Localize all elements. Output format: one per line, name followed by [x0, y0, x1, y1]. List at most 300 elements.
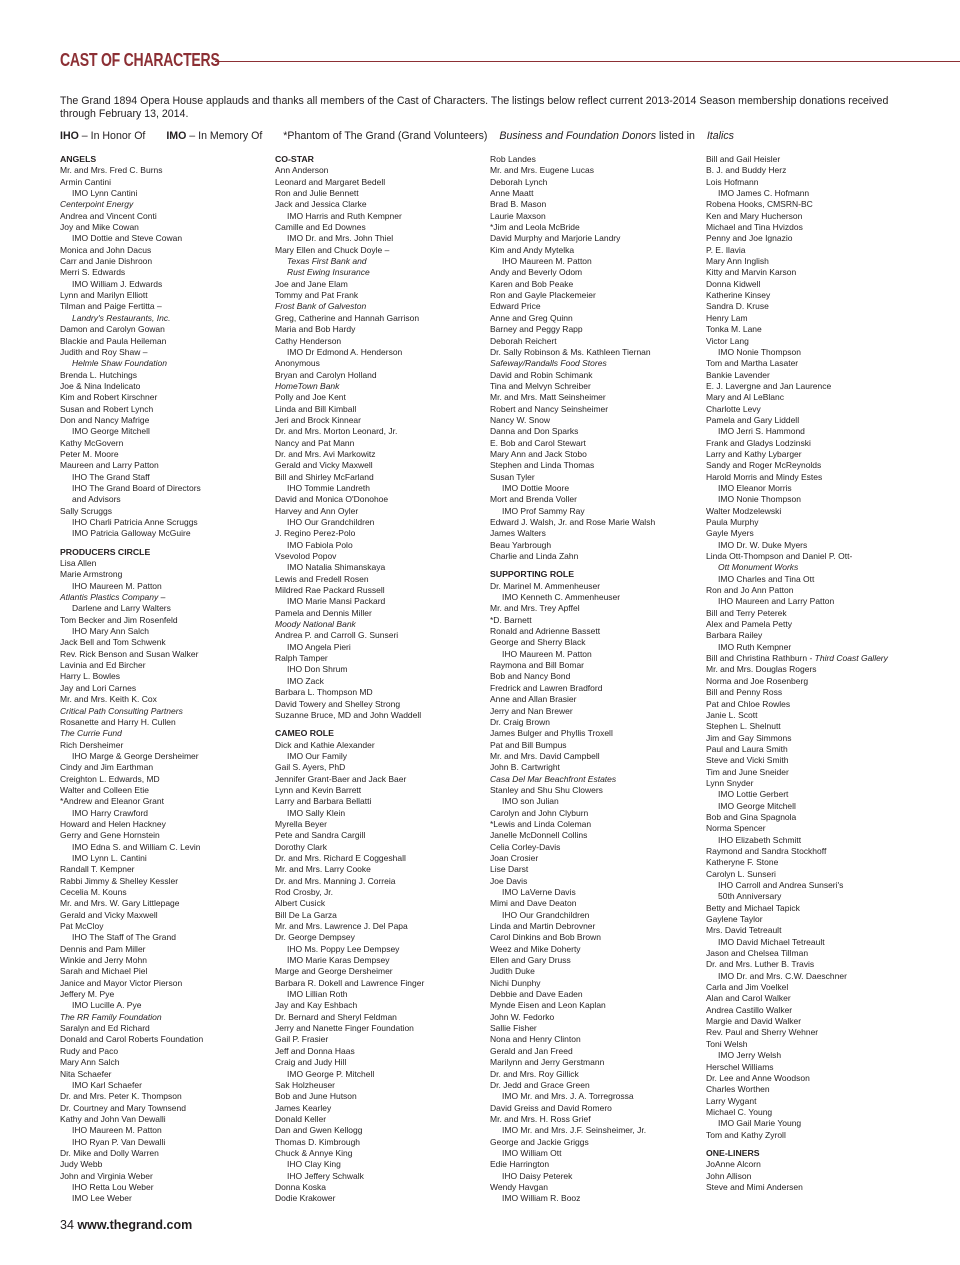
tribute-line: IMO Marie Mansi Packard [287, 596, 386, 607]
tribute-line: IHO Maureen M. Patton [72, 1125, 162, 1136]
donor-entry: Lynn and Marilyn Elliott [60, 290, 148, 301]
donor-entry: Merri S. Edwards [60, 267, 126, 278]
business-donor: Centerpoint Energy [60, 199, 134, 210]
donor-entry: Rabbi Jimmy & Shelley Kessler [60, 875, 179, 886]
section-gap [706, 1141, 921, 1148]
donor-column-1 [60, 154, 275, 1205]
donor-entry: Peter M. Moore [60, 448, 119, 459]
tribute-line: IMO James C. Hofmann [718, 188, 810, 199]
donor-entry: Gerald and Jan Freed [490, 1045, 573, 1056]
donor-entry: Mr. and Mrs. Eugene Lucas [490, 165, 594, 176]
donor-entry: Edward Price [490, 301, 541, 312]
donor-entry: Mynde Eisen and Leon Kaplan [490, 1000, 606, 1011]
tribute-line: IMO Lee Weber [72, 1193, 132, 1204]
donor-entry: Norma Spencer [706, 823, 766, 834]
donor-entry: Dr. and Mrs. Peter K. Thompson [60, 1091, 182, 1102]
donor-entry: George and Sherry Black [490, 637, 586, 648]
tribute-line: IMO LaVerne Davis [502, 887, 576, 897]
donor-entry: Jeri and Brock Kinnear [275, 414, 361, 425]
donor-entry: Walter and Colleen Etie [60, 784, 149, 795]
donor-entry: Anne and Greg Quinn [490, 312, 573, 323]
donor-entry: Bob and June Hutson [275, 1091, 357, 1102]
donor-entry: Dr. Craig Brown [490, 716, 550, 727]
tribute-line: IHO Ms. Poppy Lee Dempsey [287, 943, 400, 954]
donor-entry: Kathy and John Van Dewalli [60, 1113, 166, 1124]
donor-entry: Nita Schaefer [60, 1068, 112, 1079]
donor-entry: Steve and Mimi Andersen [706, 1181, 803, 1192]
donor-entry: Henry Lam [706, 312, 748, 323]
donor-entry: Ann Anderson [275, 165, 329, 176]
donor-entry: Harry L. Bowles [60, 671, 120, 682]
donor-entry: E. J. Lavergne and Jan Laurence [706, 380, 832, 391]
donor-entry: Tina and Melvyn Schreiber [490, 380, 591, 391]
donor-entry: Mr. and Mrs. W. Gary Littlepage [60, 898, 180, 909]
tribute-line: IMO Prof Sammy Ray [502, 505, 585, 516]
donor-entry: *Andrew and Eleanor Grant [60, 796, 164, 807]
donor-entry: Anonymous [275, 358, 320, 369]
donor-entry: Dodie Krakower [275, 1193, 336, 1204]
donor-entry: Monica and John Dacus [60, 244, 152, 255]
donor-entry: Rev. Rick Benson and Susan Walker [60, 648, 199, 659]
donor-entry: Dan and Gwen Kellogg [275, 1125, 363, 1136]
tribute-line: IMO Dr. W. Duke Myers [718, 539, 808, 550]
section-heading: CAMEO ROLE [275, 728, 334, 739]
donor-entry: Bob and Nancy Bond [490, 671, 571, 682]
donor-entry: Stephen L. Shelnutt [706, 721, 781, 732]
donor-entry: Charlie and Linda Zahn [490, 551, 579, 562]
tribute-line: IHO Our Grandchildren [287, 517, 375, 527]
donor-entry: Dr. and Mrs. Richard E Coggeshall [275, 852, 406, 863]
donor-entry: Brenda L. Hutchings [60, 369, 138, 380]
donor-entry: Pamela and Gary Liddell [706, 414, 800, 425]
donor-name: Bill and Christina Rathburn - [706, 653, 815, 664]
donor-entry: Marge and George Dersheimer [275, 966, 393, 977]
donor-entry: Jack Bell and Tom Schwenk [60, 637, 166, 648]
donor-entry: Marie Armstrong [60, 569, 123, 580]
donor-entry: Mary Ann Inglish [706, 256, 769, 267]
donor-entry: Lavinia and Ed Bircher [60, 660, 146, 671]
donor-entry: Michael C. Young [706, 1106, 773, 1117]
donor-entry: Albert Cusick [275, 898, 326, 909]
donor-entry: Laurie Maxson [490, 210, 546, 221]
donor-entry: Creighton L. Edwards, MD [60, 773, 160, 784]
header-rule [215, 61, 960, 62]
donor-entry: John W. Fedorko [490, 1011, 555, 1022]
donor-entry: Ken and Mary Hucherson [706, 210, 803, 221]
donor-entry: Carol Dinkins and Bob Brown [490, 932, 602, 943]
donor-entry: John and Virginia Weber [60, 1170, 153, 1181]
business-donor: Critical Path Consulting Partners [60, 705, 183, 716]
donor-entry: Linda Ott-Thompson and Daniel P. Ott- [706, 551, 853, 562]
donor-entry: Sandy and Roger McReynolds [706, 460, 822, 471]
donor-entry: Jack and Jessica Clarke [275, 199, 367, 210]
donor-entry: Barney and Peggy Rapp [490, 324, 583, 335]
donor-entry: Dr. and Mrs. Morton Leonard, Jr. [275, 426, 398, 437]
tribute-line: IMO Eleanor Morris [718, 482, 792, 493]
donor-entry: Fredrick and Lawren Bradford [490, 682, 603, 693]
donor-entry: Carr and Janie Dishroon [60, 256, 153, 267]
donor-entry: Cecelia M. Kouns [60, 887, 127, 897]
business-donor: Casa Del Mar Beachfront Estates [490, 773, 617, 784]
donor-entry: Donna Koska [275, 1181, 327, 1192]
intro-paragraph: The Grand 1894 Opera House applauds and thanks all members of the Cast of Characters. The listings below reflect current 2013-2014 Season membership donations received through February 13, 2014. [60, 95, 889, 120]
donor-entry: Mr. and Mrs. H. Ross Grief [490, 1113, 591, 1124]
tribute-line: IHO Daisy Peterek [502, 1170, 573, 1181]
donor-entry: Barbara Railey [706, 630, 763, 641]
donor-entry: Katheryne F. Stone [706, 857, 779, 868]
tribute-line: IMO Lottie Gerbert [718, 789, 789, 800]
donor-entry: Suzanne Bruce, MD and John Waddell [275, 709, 422, 720]
tribute-line: IMO Kenneth C. Ammenheuser [502, 592, 621, 603]
donor-entry: Ralph Tamper [275, 653, 328, 664]
donor-entry: Larry and Barbara Bellatti [275, 796, 372, 807]
donor-entry: Tim and June Sneider [706, 766, 789, 777]
donor-entry [706, 653, 921, 664]
donor-entry: Edward J. Walsh, Jr. and Rose Marie Walsh [490, 517, 656, 527]
legend-imo-key: IMO [166, 130, 187, 142]
tribute-line: IMO Sally Klein [287, 807, 346, 818]
donor-entry: Kitty and Marvin Karson [706, 267, 797, 278]
donor-entry: Rob Landes [490, 154, 536, 164]
donor-entry: Susan Tyler [490, 471, 535, 482]
donor-entry: Tom Becker and Jim Rosenfeld [60, 614, 178, 625]
donor-entry: Mildred Rae Packard Russell [275, 585, 385, 596]
donor-entry: Linda and Martin Debrovner [490, 921, 596, 932]
legend-phantom: *Phantom of The Grand (Grand Volunteers) [283, 130, 488, 142]
donor-entry: Dr. Jedd and Grace Green [490, 1079, 590, 1090]
donor-entry: Dorothy Clark [275, 841, 327, 852]
donor-entry: Ellen and Gary Druss [490, 955, 571, 966]
tribute-line: IMO Charles and Tina Ott [718, 573, 815, 584]
tribute-line: IHO Maureen M. Patton [502, 256, 592, 267]
donor-entry: Charles Worthen [706, 1084, 770, 1095]
donor-entry: Bryan and Carolyn Holland [275, 369, 377, 380]
tribute-line: IMO Karl Schaefer [72, 1079, 142, 1090]
donor-entry: Kathy McGovern [60, 437, 124, 448]
donor-entry: Mr. and Mrs. David Campbell [490, 750, 600, 761]
donor-entry: Donna Kidwell [706, 278, 761, 289]
donor-entry: Lise Darst [490, 864, 529, 875]
donor-entry: Sarah and Michael Piel [60, 966, 148, 977]
donor-entry: Sallie Fisher [490, 1023, 537, 1034]
donor-entry: Alex and Pamela Petty [706, 619, 792, 630]
donor-entry: Dr. and Mrs. Roy Gillick [490, 1068, 579, 1079]
business-donor: Safeway/Randalls Food Stores [490, 358, 607, 369]
tribute-line: IHO Our Grandchildren [502, 909, 590, 920]
business-donor: Atlantis Plastics Company – [60, 592, 166, 603]
tribute-line: and Advisors [72, 494, 121, 505]
donor-entry: Mary Ann Salch [60, 1057, 120, 1068]
tribute-line: IHO Elizabeth Schmitt [718, 834, 802, 845]
donor-entry: Rosanette and Harry H. Cullen [60, 716, 176, 727]
donor-entry: Mr. and Mrs. Lawrence J. Del Papa [275, 921, 408, 932]
legend-business-rest: listed in [656, 130, 698, 142]
section-gap [275, 721, 490, 728]
donor-entry: Carolyn L. Sunseri [706, 868, 776, 879]
donor-entry: Karen and Bob Peake [490, 278, 574, 289]
donor-entry: Betty and Michael Tapick [706, 902, 800, 913]
tribute-line: IMO Patricia Galloway McGuire [72, 528, 191, 539]
donor-entry: Bill and Terry Peterek [706, 607, 787, 618]
tribute-line: IMO George P. Mitchell [287, 1068, 375, 1079]
tribute-line: IMO William Ott [502, 1147, 562, 1158]
business-donor: The Currie Fund [60, 728, 122, 739]
donor-entry: George and Jackie Griggs [490, 1136, 589, 1147]
donor-entry: James Walters [490, 528, 546, 539]
donor-entry: Sak Holzheuser [275, 1079, 336, 1090]
tribute-line: IHO The Staff of The Grand [72, 932, 176, 943]
donor-entry: Robert and Nancy Seinsheimer [490, 403, 609, 414]
tribute-line: IMO Dr Edmond A. Henderson [287, 346, 403, 357]
donor-entry: Greg, Catherine and Hannah Garrison [275, 312, 420, 323]
section-gap [490, 562, 705, 569]
donor-entry: Janice and Mayor Victor Pierson [60, 977, 183, 988]
donor-entry: Mrs. David Tetreault [706, 925, 782, 936]
donor-entry: Pete and Sandra Cargill [275, 830, 366, 841]
donor-entry: Dr. Courtney and Mary Townsend [60, 1102, 186, 1113]
donor-entry: Lynn Snyder [706, 777, 754, 788]
donor-entry: Rod Crosby, Jr. [275, 887, 333, 897]
legend-imo [166, 130, 271, 142]
business-donor: Rust Ewing Insurance [287, 267, 370, 278]
donor-entry: Bill and Penny Ross [706, 687, 783, 698]
donor-entry: Mimi and Dave Deaton [490, 898, 577, 909]
tribute-line: IHO Retta Lou Weber [72, 1181, 154, 1192]
donor-entry: Mary Ellen and Chuck Doyle – [275, 244, 390, 255]
tribute-line: IMO Gail Marie Young [718, 1118, 802, 1129]
donor-entry: Alan and Carol Walker [706, 993, 791, 1004]
donor-entry: Mr. and Mrs. Keith K. Cox [60, 694, 157, 705]
tribute-line: IMO Natalia Shimanskaya [287, 562, 386, 573]
donor-entry: Carla and Jim Voelkel [706, 982, 789, 993]
donor-entry: John B. Cartwright [490, 762, 560, 773]
donor-entry: James Kearley [275, 1102, 332, 1113]
business-donor: Texas First Bank and [287, 256, 367, 267]
page-header [60, 49, 960, 73]
donor-entry: Pamela and Dennis Miller [275, 607, 372, 618]
donor-entry: Harold Morris and Mindy Estes [706, 471, 823, 482]
tribute-line: IMO William R. Booz [502, 1193, 581, 1204]
donor-entry: Jay and Lori Carnes [60, 682, 137, 693]
donor-entry: Donald and Carol Roberts Foundation [60, 1034, 204, 1045]
donor-entry: Armin Cantini [60, 176, 112, 187]
donor-entry: *Lewis and Linda Coleman [490, 818, 592, 829]
donor-entry: Camille and Ed Downes [275, 222, 366, 233]
donor-entry: Pat and Bill Bumpus [490, 739, 567, 750]
legend-italics-word: Italics [706, 130, 734, 142]
tribute-line: IMO Harris and Ruth Kempner [287, 210, 402, 221]
donor-entry: Paul and Laura Smith [706, 743, 788, 754]
donor-entry: Bankie Lavender [706, 369, 770, 380]
legend [60, 130, 900, 143]
tribute-line: Darlene and Larry Walters [72, 603, 171, 614]
business-donor: Frost Bank of Galveston [275, 301, 367, 312]
donor-column-4 [706, 154, 921, 1193]
donor-entry: Bob and Gina Spagnola [706, 811, 797, 822]
donor-entry: Judith Duke [490, 966, 535, 977]
donor-entry: Michael and Tina Hvizdos [706, 222, 803, 233]
donor-entry: Anne and Allan Brasier [490, 694, 577, 705]
donor-entry: E. Bob and Carol Stewart [490, 437, 586, 448]
donor-entry: Katherine Kinsey [706, 290, 771, 301]
donor-entry: Jason and Chelsea Tillman [706, 948, 809, 959]
donor-entry: Nona and Henry Clinton [490, 1034, 581, 1045]
tribute-line: IHO Maureen M. Patton [502, 648, 592, 659]
donor-column-2 [275, 154, 490, 1205]
donor-entry: Jerry and Nan Brewer [490, 705, 573, 716]
donor-entry: Gerald and Vicky Maxwell [60, 909, 158, 920]
donor-entry: David Murphy and Marjorie Landry [490, 233, 621, 244]
donor-entry: *Jim and Leola McBride [490, 222, 580, 233]
donor-entry: Rich Dersheimer [60, 739, 124, 750]
donor-entry: Walter Modzelewski [706, 505, 782, 516]
donor-entry: Tom and Martha Lasater [706, 358, 799, 369]
tribute-line: IMO Lillian Roth [287, 989, 348, 1000]
tribute-line: IMO William J. Edwards [72, 278, 163, 289]
tribute-line: IMO Our Family [287, 750, 347, 761]
tribute-line: IMO David Michael Tetreault [718, 936, 825, 947]
donor-entry: Larry and Kathy Lybarger [706, 448, 802, 459]
donor-entry: Susan and Robert Lynch [60, 403, 154, 414]
section-heading: ANGELS [60, 154, 97, 164]
donor-entry: Gail P. Frasier [275, 1034, 329, 1045]
tribute-line: IMO Ruth Kempner [718, 641, 792, 652]
business-name: Third Coast Gallery [814, 653, 888, 664]
tribute-line: IMO Jerry Welsh [718, 1050, 782, 1061]
donor-entry: Blackie and Paula Heileman [60, 335, 167, 346]
donor-entry: Andrea Castillo Walker [706, 1004, 793, 1015]
donor-entry: Bill De La Garza [275, 909, 337, 920]
legend-iho-key: IHO [60, 130, 79, 142]
tribute-line: IHO Maureen M. Patton [72, 580, 162, 591]
donor-entry: Victor Lang [706, 335, 749, 346]
tribute-line: IMO Zack [287, 675, 324, 686]
legend-imo-text: – In Memory Of [186, 130, 263, 142]
donor-entry: Tonka M. Lane [706, 324, 762, 335]
donor-entry: Damon and Carolyn Gowan [60, 324, 165, 335]
section-title: CAST OF CHARACTERS [60, 50, 220, 70]
tribute-line: IHO The Grand Staff [72, 471, 150, 482]
donor-entry: Vsevolod Popov [275, 551, 337, 562]
donor-entry: Saralyn and Ed Richard [60, 1023, 150, 1034]
donor-entry: Ron and Gayle Plackemeier [490, 290, 596, 301]
donor-entry: Brad B. Mason [490, 199, 547, 210]
tribute-line: 50th Anniversary [718, 891, 782, 902]
donor-entry: Joe & Nina Indelicato [60, 380, 141, 391]
donor-entry: Raymona and Bill Bomar [490, 660, 585, 671]
tribute-line: IHO Charli Patricia Anne Scruggs [72, 517, 198, 527]
tribute-line: IMO Edna S. and William C. Levin [72, 841, 201, 852]
tribute-line: IHO Tommie Landreth [287, 482, 370, 493]
donor-entry: Ron and Jo Ann Patton [706, 585, 794, 596]
donor-entry: Janie L. Scott [706, 709, 758, 720]
donor-entry: Mary and Al LeBlanc [706, 392, 784, 403]
donor-entry: Larry Wygant [706, 1095, 757, 1106]
tribute-line: IHO Clay King [287, 1159, 341, 1170]
footer-url[interactable]: www.thegrand.com [77, 1218, 193, 1232]
tribute-line: IMO son Julian [502, 796, 559, 807]
legend-business-italic: Business and Foundation Donors [499, 130, 657, 142]
donor-entry: Nancy and Pat Mann [275, 437, 355, 448]
donor-entry: Lois Hofmann [706, 176, 759, 187]
donor-entry: John Allison [706, 1170, 752, 1181]
donor-entry: Debbie and Dave Eaden [490, 989, 583, 1000]
donor-entry: Cathy Henderson [275, 335, 342, 346]
donor-entry: Sally Scruggs [60, 505, 112, 516]
donor-entry: Sandra D. Kruse [706, 301, 769, 312]
business-donor: Moody National Bank [275, 619, 356, 630]
donor-entry: David Greiss and David Romero [490, 1102, 612, 1113]
donor-entry: JoAnne Alcorn [706, 1159, 761, 1170]
donor-entry: Wendy Havgan [490, 1181, 548, 1192]
donor-entry: Toni Welsh [706, 1038, 748, 1049]
donor-entry: Winkie and Jerry Mohn [60, 955, 147, 966]
donor-entry: Dr. Sally Robinson & Ms. Kathleen Tiernan [490, 346, 651, 357]
section-heading: ONE-LINERS [706, 1147, 760, 1158]
donor-entry: B. J. and Buddy Herz [706, 165, 787, 176]
section-gap [60, 540, 275, 547]
donor-entry: Ronald and Adrienne Bassett [490, 626, 601, 637]
tribute-line: IMO Dottie and Steve Cowan [72, 233, 183, 244]
tribute-line: IHO The Grand Board of Directors [72, 482, 201, 493]
donor-entry: Mr. and Mrs. Trey Apffel [490, 603, 580, 614]
donor-entry: Margie and David Walker [706, 1016, 802, 1027]
donor-entry: Tommy and Pat Frank [275, 290, 359, 301]
donor-entry: Lewis and Fredell Rosen [275, 573, 369, 584]
legend-iho [60, 130, 154, 142]
tribute-line: IMO George Mitchell [718, 800, 796, 811]
donor-entry: Don and Nancy Mafrige [60, 414, 150, 425]
donor-entry: Polly and Joe Kent [275, 392, 346, 403]
donor-entry: Pat and Chloe Rowles [706, 698, 791, 709]
tribute-line: IHO Maureen and Larry Patton [718, 596, 835, 607]
donor-entry: Penny and Joe Ignazio [706, 233, 793, 244]
donor-entry: David and Robin Schimank [490, 369, 593, 380]
donor-entry: Mr. and Mrs. Fred C. Burns [60, 165, 163, 176]
donor-entry: Nancy W. Snow [490, 414, 550, 425]
donor-entry: Kim and Andy Mytelka [490, 244, 575, 255]
donor-entry: Lisa Allen [60, 558, 97, 569]
donor-entry: Mr. and Mrs. Douglas Rogers [706, 664, 817, 675]
tribute-line: IMO Angela Pieri [287, 641, 351, 652]
donor-entry: Joy and Mike Cowan [60, 222, 139, 233]
tribute-line: IMO Lynn L. Cantini [72, 852, 147, 863]
donor-entry: Norma and Joe Rosenberg [706, 675, 809, 686]
donor-entry: Dr. and Mrs. Avi Markowitz [275, 448, 376, 459]
tribute-line: IMO Jerri S. Hammond [718, 426, 805, 437]
donor-entry: Barbara L. Thompson MD [275, 687, 373, 698]
business-donor: HomeTown Bank [275, 380, 340, 391]
donor-entry: Craig and Judy Hill [275, 1057, 347, 1068]
donor-entry: Ron and Julie Bennett [275, 188, 359, 199]
donor-entry: Danna and Don Sparks [490, 426, 579, 437]
tribute-line: IMO Marie Karas Dempsey [287, 955, 390, 966]
donor-entry: Maureen and Larry Patton [60, 460, 159, 471]
tribute-line: IHO Don Shrum [287, 664, 348, 675]
tribute-line: IMO George Mitchell [72, 426, 150, 437]
donor-entry: Anne Maatt [490, 188, 534, 199]
donor-entry: J. Regino Perez-Polo [275, 528, 356, 539]
page-number: 34 [60, 1218, 74, 1232]
donor-entry: Paula Murphy [706, 517, 759, 527]
donor-entry: Howard and Helen Hackney [60, 818, 166, 829]
donor-entry: Dr. Lee and Anne Woodson [706, 1072, 810, 1083]
donor-entry: Dr. Marinel M. Ammenheuser [490, 580, 601, 591]
tribute-line: IHO Jeffery Schwalk [287, 1170, 364, 1181]
donor-entry: Dr. George Dempsey [275, 932, 355, 943]
donor-entry: Mr. and Mrs. Matt Seinsheimer [490, 392, 606, 403]
donor-entry: Carolyn and John Clyburn [490, 807, 589, 818]
